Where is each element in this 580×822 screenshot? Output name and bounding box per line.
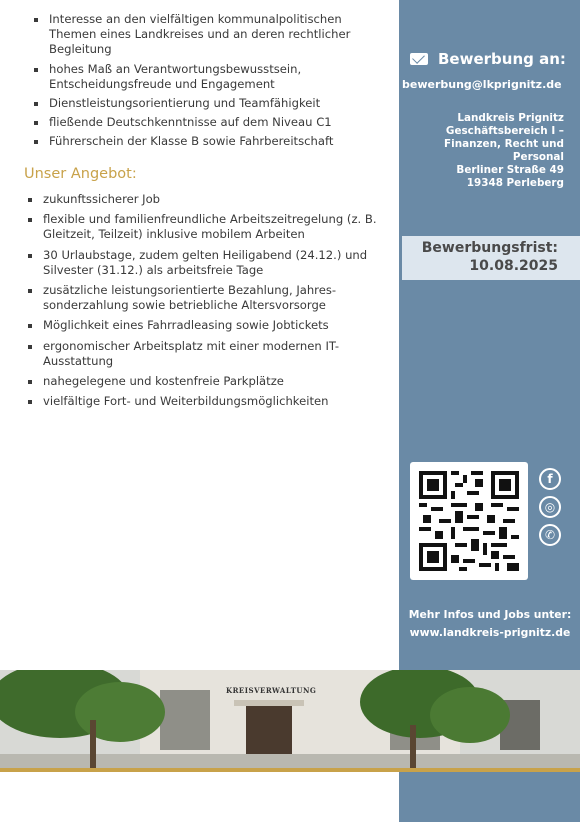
- postal-address: [410, 112, 564, 190]
- qr-code-icon: [419, 471, 519, 571]
- instagram-icon[interactable]: ◎: [539, 496, 561, 518]
- list-item: zusätzliche leistungsorientierte Bezahlung, Jahres-sonderzahlung sowie betriebliche Altersvorsorge: [28, 283, 388, 313]
- more-info: [400, 606, 580, 642]
- list-item: nahegelegene und kostenfreie Parkplätze: [28, 374, 388, 389]
- deadline-date: 10.08.2025: [469, 258, 558, 274]
- social-links: [539, 468, 567, 552]
- address-line: 19348 Perleberg: [466, 177, 564, 189]
- building-photo: [0, 670, 580, 770]
- list-item: 30 Urlaubstage, zudem gelten Heiligabend (24.12.) und Silvester (31.12.) als arbeitsfreie Tage: [28, 248, 388, 278]
- list-item: Dienstleistungsorientierung und Teamfähigkeit: [34, 96, 374, 111]
- apply-heading: [410, 50, 576, 68]
- apply-email-link[interactable]: bewerbung@lkprignitz.de: [402, 78, 562, 91]
- list-item: Interesse an den vielfältigen kommunalpolitischen Themen eines Landkreises und an deren rechtlicher Begleitung: [34, 12, 374, 58]
- list-item: flexible und familienfreundliche Arbeitszeitregelung (z. B. Gleitzeit, Teilzeit) inklusive mobilem Arbeiten: [28, 212, 388, 242]
- whatsapp-icon[interactable]: ✆: [539, 524, 561, 546]
- list-item: zukunftssicherer Job: [28, 192, 388, 207]
- address-line: Geschäftsbereich I –: [445, 125, 564, 137]
- apply-heading-text: Bewerbung an:: [438, 50, 566, 68]
- address-line: Berliner Straße 49: [456, 164, 564, 176]
- address-line: Personal: [512, 151, 564, 163]
- main-content-card: [6, 0, 399, 664]
- qr-code[interactable]: [410, 462, 528, 580]
- deadline-box: [402, 236, 580, 280]
- list-item: fließende Deutschkenntnisse auf dem Niveau C1: [34, 115, 374, 130]
- offer-list: [28, 192, 388, 414]
- gold-divider: [0, 768, 580, 772]
- offer-heading: Unser Angebot:: [24, 166, 137, 182]
- list-item: Möglichkeit eines Fahrradleasing sowie Jobtickets: [28, 318, 388, 333]
- website-link[interactable]: www.landkreis-prignitz.de: [409, 626, 571, 639]
- address-line: Finanzen, Recht und: [444, 138, 564, 150]
- mail-icon: [410, 53, 428, 65]
- more-info-text: Mehr Infos und Jobs unter:: [408, 608, 572, 621]
- deadline-label: Bewerbungsfrist:: [421, 240, 558, 256]
- list-item: vielfältige Fort- und Weiterbildungsmöglichkeiten: [28, 394, 388, 409]
- list-item: ergonomischer Arbeitsplatz mit einer modernen IT-Ausstattung: [28, 339, 388, 369]
- requirements-list: [34, 12, 374, 154]
- building-sign: KREISVERWALTUNG: [226, 686, 317, 695]
- address-line: Landkreis Prignitz: [457, 112, 564, 124]
- list-item: Führerschein der Klasse B sowie Fahrbereitschaft: [34, 134, 374, 149]
- facebook-icon[interactable]: f: [539, 468, 561, 490]
- list-item: hohes Maß an Verantwortungsbewusstsein, Entscheidungsfreude und Engagement: [34, 62, 374, 92]
- building-illustration: [0, 670, 580, 770]
